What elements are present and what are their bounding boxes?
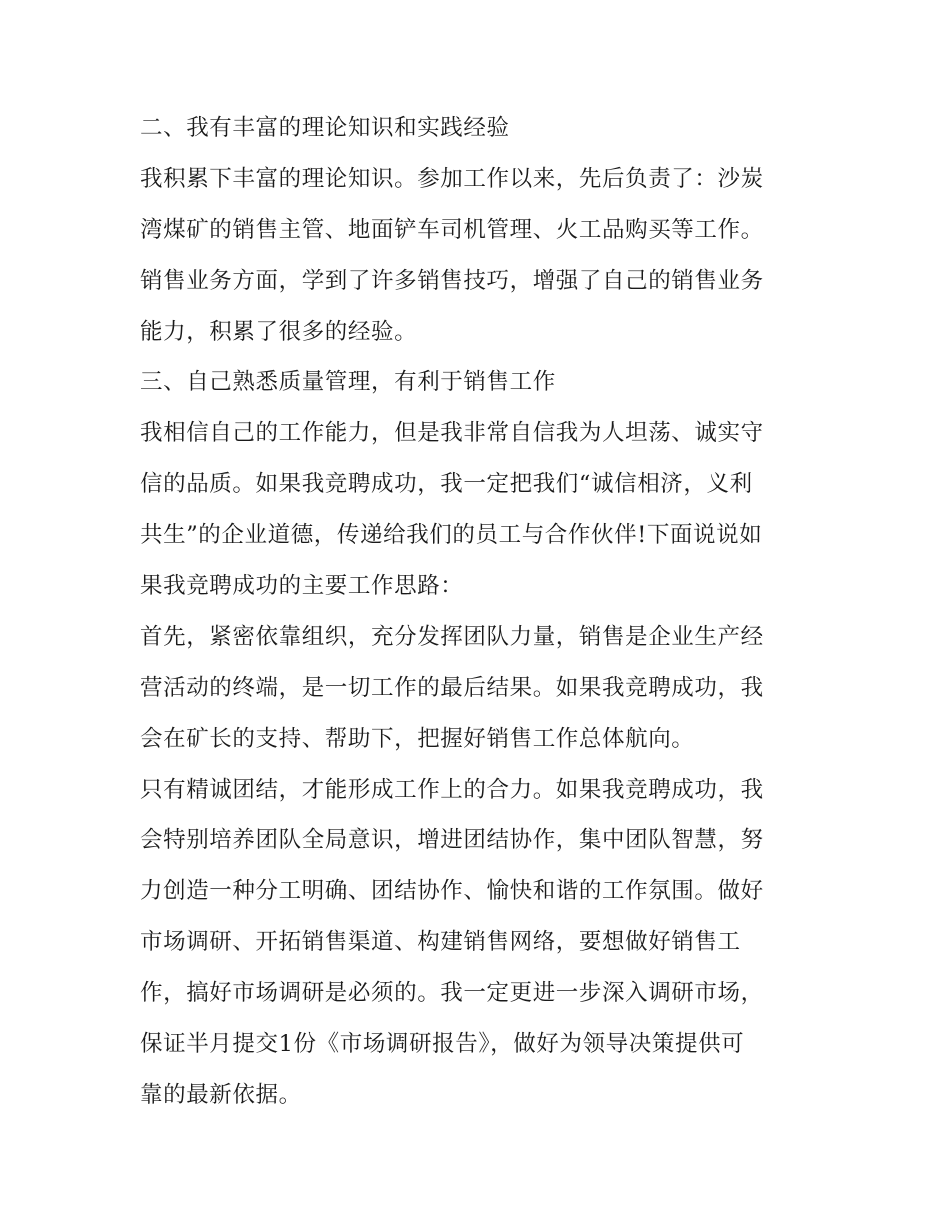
text-line: 销售业务方面，学到了许多销售技巧，增强了自己的销售业务 <box>140 267 764 294</box>
text-line: 作，搞好市场调研是必须的。我一定更进一步深入调研市场， <box>140 980 764 1007</box>
text-line: 首先，紧密依靠组织，充分发挥团队力量，销售是企业生产经 <box>140 623 764 650</box>
paragraph-integrity <box>140 408 820 612</box>
text-line: 市场调研、开拓销售渠道、构建销售网络，要想做好销售工 <box>140 929 741 956</box>
text-line: 果我竞聘成功的主要工作思路： <box>140 573 464 600</box>
text-line: 三、自己熟悉质量管理，有利于销售工作 <box>140 369 556 396</box>
text-line: 共生”的企业道德，传递给我们的员工与合作伙伴!下面说说如 <box>140 522 763 549</box>
text-line: 靠的最新依据。 <box>140 1081 302 1108</box>
paragraph-teamwork <box>140 765 820 1121</box>
text-line: 营活动的终端，是一切工作的最后结果。如果我竞聘成功，我 <box>140 674 764 701</box>
section-heading-2 <box>140 103 820 154</box>
section-heading-3 <box>140 357 820 408</box>
text-line: 我积累下丰富的理论知识。参加工作以来，先后负责了：沙炭 <box>140 165 764 192</box>
paragraph-first-plan <box>140 612 820 765</box>
text-line: 我相信自己的工作能力，但是我非常自信我为人坦荡、诚实守 <box>140 420 764 447</box>
text-line: 湾煤矿的销售主管、地面铲车司机管理、火工品购买等工作。 <box>140 216 764 243</box>
text-line: 会在矿长的支持、帮助下，把握好销售工作总体航向。 <box>140 725 695 752</box>
text-line: 保证半月提交1份《市场调研报告》，做好为领导决策提供可 <box>140 1031 745 1058</box>
text-line: 能力，积累了很多的经验。 <box>140 318 418 345</box>
paragraph-experience <box>140 154 820 358</box>
text-line: 会特别培养团队全局意识，增进团结协作，集中团队智慧，努 <box>140 827 764 854</box>
text-line: 信的品质。如果我竞聘成功，我一定把我们“诚信相济，义利 <box>140 471 753 498</box>
text-line: 二、我有丰富的理论知识和实践经验 <box>140 115 510 141</box>
document-body <box>140 103 820 1121</box>
text-line: 力创造一种分工明确、团结协作、愉快和谐的工作氛围。做好 <box>140 878 764 905</box>
text-line: 只有精诚团结，才能形成工作上的合力。如果我竞聘成功，我 <box>140 776 764 803</box>
